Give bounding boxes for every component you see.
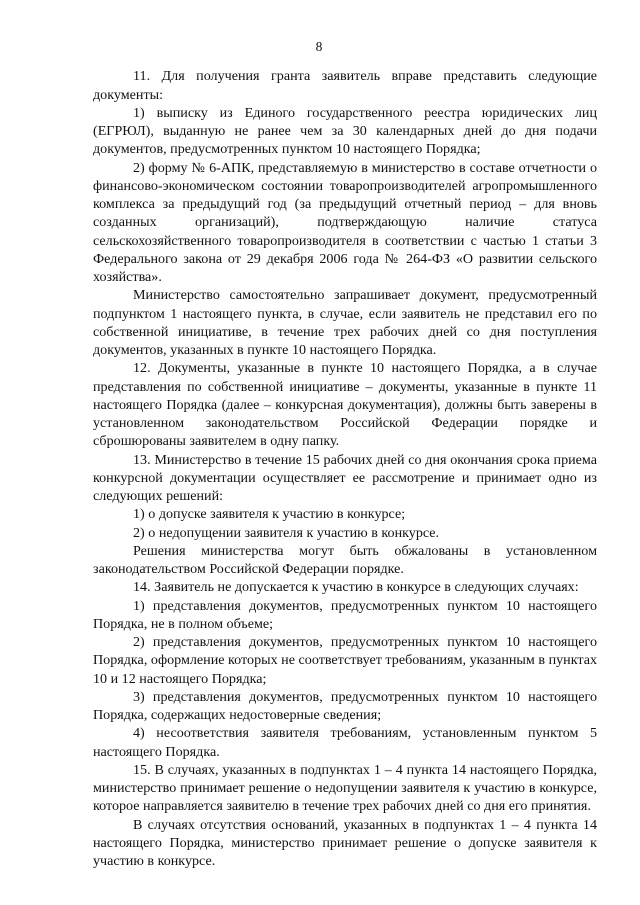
paragraph-14-intro: 14. Заявитель не допускается к участию в конкурсе в следующих случаях: xyxy=(133,579,579,596)
paragraph-13-intro: 13. Министерство в течение 15 рабочих дней со дня окончания срока приема конкурсной документации осуществляет ее рассмотрение и принимает одно из следующих решений: xyxy=(93,451,597,504)
paragraph-14-item-4: 4) несоответствия заявителя требованиям, установленным пунктом 5 настоящего Порядка. xyxy=(93,725,597,760)
paragraph-14-item-3: 3) представления документов, предусмотренных пунктом 10 настоящего Порядка, содержащих недостоверные сведения; xyxy=(93,688,597,723)
page-number: 8 xyxy=(315,39,323,54)
paragraph-11-intro: 11. Для получения гранта заявитель вправе представить следующие документы: xyxy=(93,68,597,103)
paragraph-13-item-2: 2) о недопущении заявителя к участию в конкурсе. xyxy=(133,524,440,541)
paragraph-14-item-2: 2) представления документов, предусмотренных пунктом 10 настоящего Порядка, оформление которых не соответствует требованиям, указанным в пунктах 10 и 12 настоящего Порядка; xyxy=(93,634,597,687)
paragraph-12: 12. Документы, указанные в пункте 10 настоящего Порядка, а в случае представления по собственной инициативе – документы, указанные в пункте 11 настоящего Порядка (далее – конкурсная документация), должны быть заверены в установленном законодательством Российской Федерации порядке и сброшюрованы заявителем в одну папку. xyxy=(93,360,597,450)
paragraph-13-item-1: 1) о допуске заявителя к участию в конкурсе; xyxy=(133,506,406,523)
body-text xyxy=(93,67,597,870)
paragraph-11-ministry-request: Министерство самостоятельно запрашивает документ, предусмотренный подпунктом 1 настоящего пункта, в случае, если заявитель не представил его по собственной инициативе, в течение трех рабочих дней со дня поступления документов, указанных в пункте 10 настоящего Порядка. xyxy=(93,287,597,358)
paragraph-11-item-2: 2) форму № 6-АПК, представляемую в министерство в составе отчетности о финансово-экономическом состоянии товаропроизводителей агропромышленного комплекса за предыдущий год (за предыдущий отчетный период – для вновь созданных организаций), подтверждающую наличие статуса сельскохозяйственного товаропроизводителя в соответствии с частью 1 статьи 3 Федерального закона от 29 декабря 2006 года № 264-ФЗ «О развитии сельского хозяйства». xyxy=(93,159,597,285)
paragraph-15-admission: В случаях отсутствия оснований, указанных в подпунктах 1 – 4 пункта 14 настоящего Порядка, министерство принимает решение о допуске заявителя к участию в конкурсе. xyxy=(93,816,597,869)
paragraph-13-appeal: Решения министерства могут быть обжалованы в установленном законодательством Российской Федерации порядке. xyxy=(93,542,597,577)
paragraph-11-item-1: 1) выписку из Единого государственного реестра юридических лиц (ЕГРЮЛ), выданную не ранее чем за 30 календарных дней до дня подачи документов, предусмотренных пунктом 10 настоящего Порядка; xyxy=(93,104,597,158)
paragraph-14-item-1: 1) представления документов, предусмотренных пунктом 10 настоящего Порядка, не в полном объеме; xyxy=(93,597,597,632)
paragraph-15: 15. В случаях, указанных в подпунктах 1 – 4 пункта 14 настоящего Порядка, министерство принимает решение о недопущении заявителя к участию в конкурсе, которое направляется заявителю в течение трех рабочих дней со дня его принятия. xyxy=(93,761,597,815)
